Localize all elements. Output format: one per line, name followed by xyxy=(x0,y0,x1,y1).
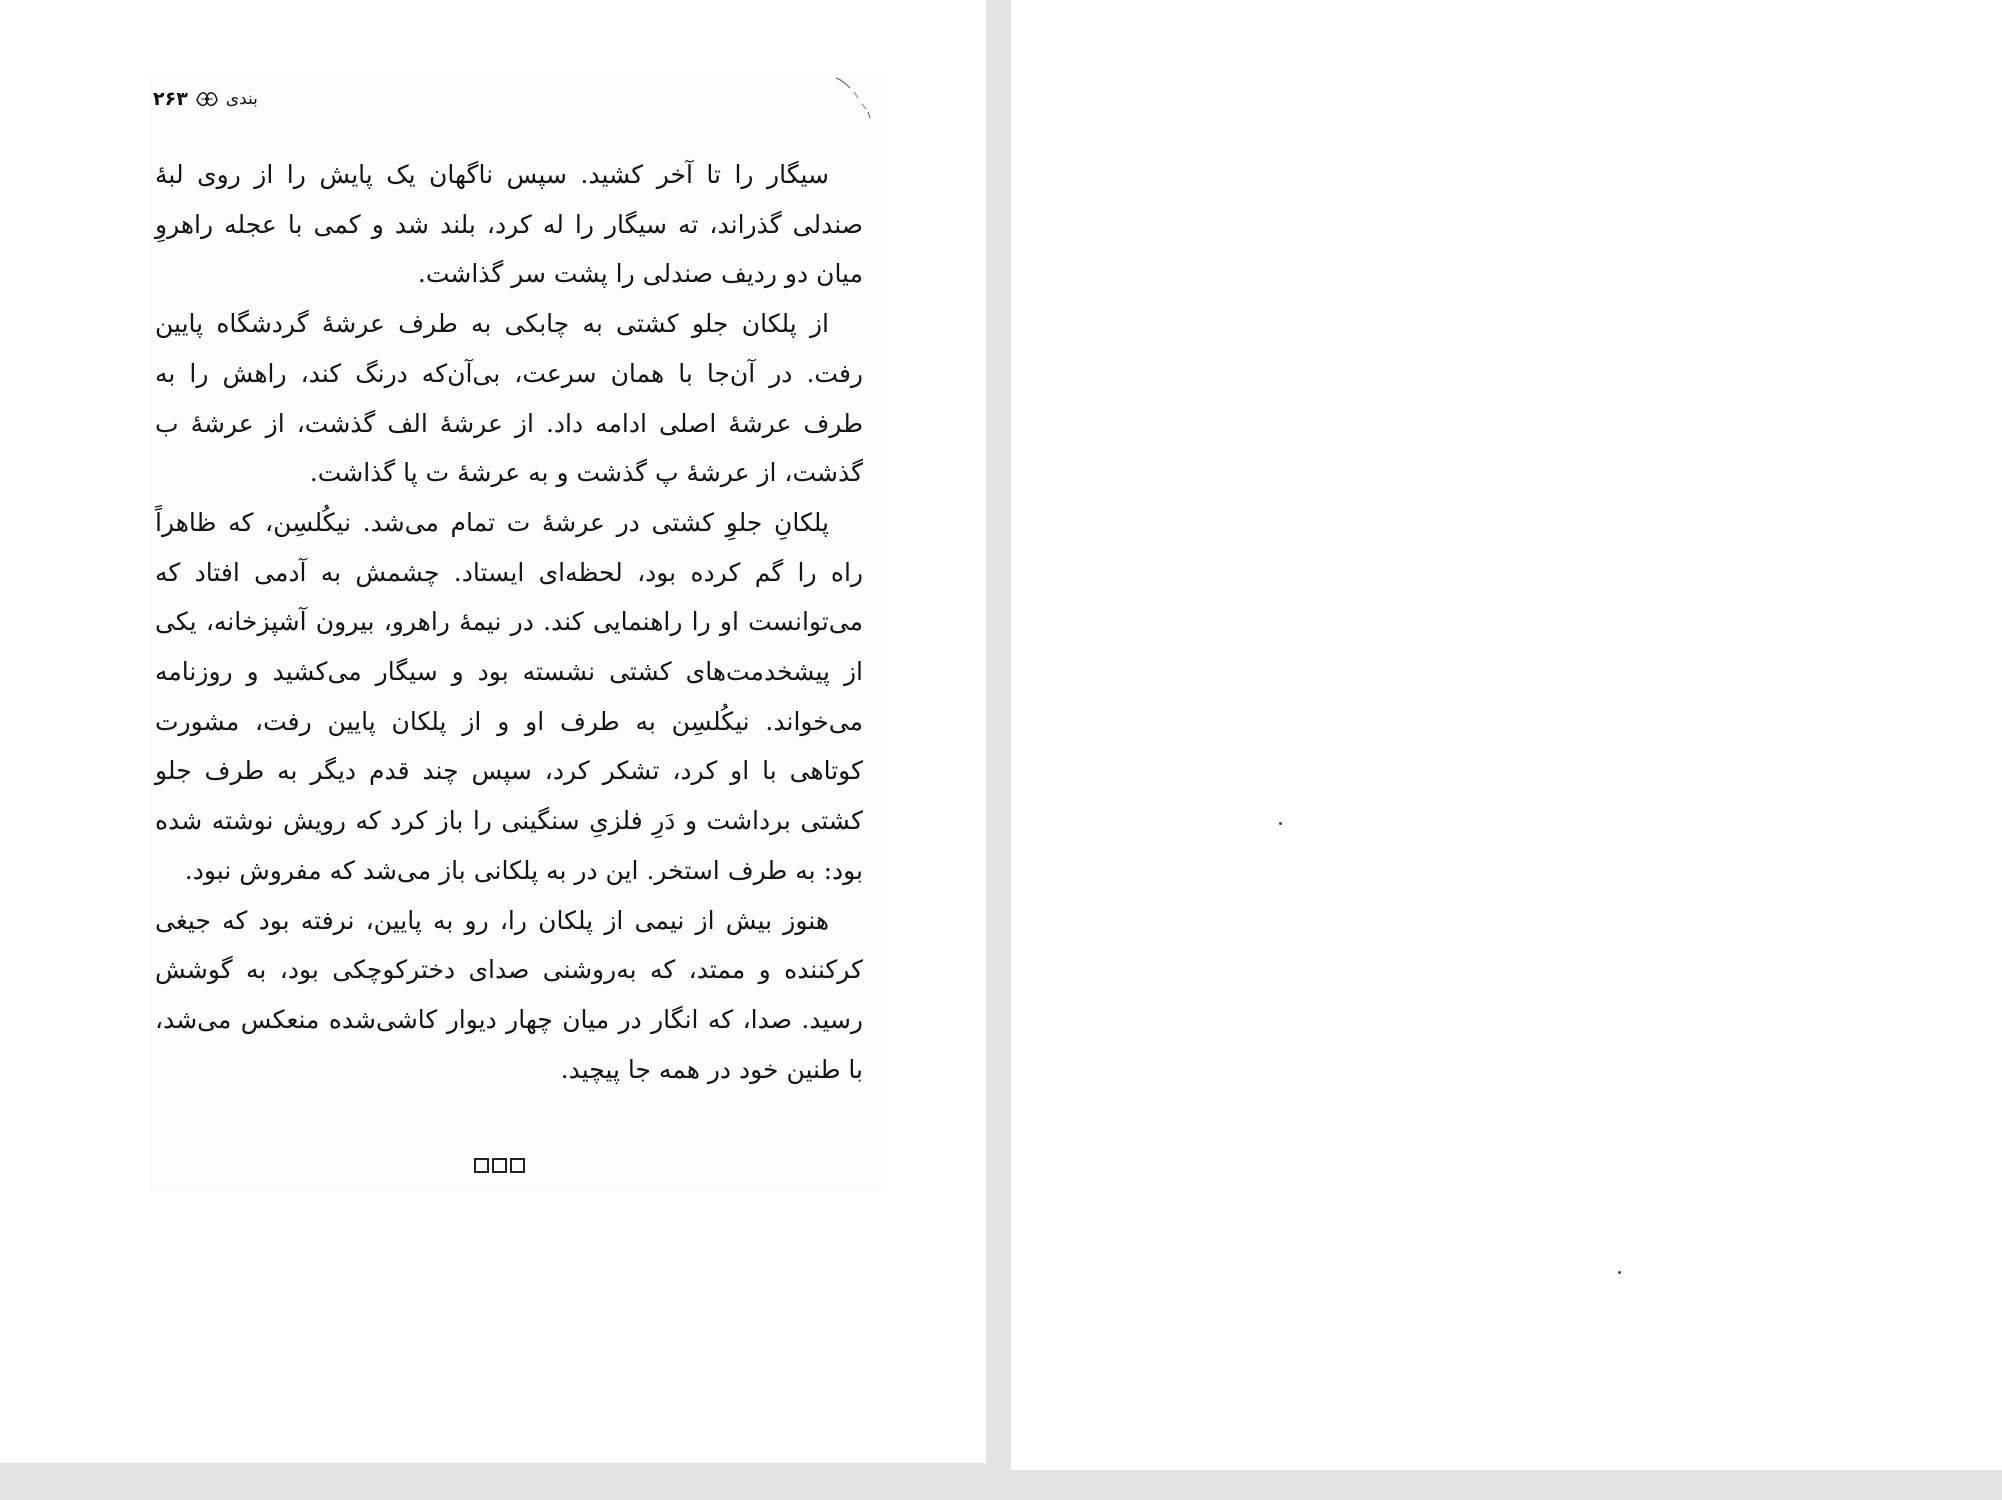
end-square-icon xyxy=(474,1158,489,1173)
dust-speck xyxy=(1279,822,1282,825)
left-page xyxy=(0,0,986,1463)
paragraph: پلکانِ جلوِ کشتی در عرشهٔ ت تمام می‌شد. نیکُلسِن، که ظاهراً راه را گم کرده بود، لحظه‌ای ایستاد. چشمش به آدمی افتاد که می‌توانست او را راهنمایی کند. در نیمهٔ راهرو، بیرون آشپزخانه، یکی از پیشخدمت‌های کشتی نشسته بود و سیگار می‌کشید و روزنامه می‌خواند. نیکُلسِن به طرف او و از پلکان پایین رفت، مشورت کوتاهی با او کرد، تشکر کرد، سپس چند قدم دیگر به طرف جلو کشتی برداشت و دَرِ فلزیِ سنگینی را باز کرد که رویش نوشته شده بود: به طرف استخر. این در به پلکانی باز می‌شد که مفروش نبود. xyxy=(155,507,863,885)
running-head-title: بندی xyxy=(225,89,258,109)
body-text xyxy=(155,150,863,1094)
dust-speck xyxy=(1618,1271,1621,1274)
corner-scan-mark xyxy=(834,76,874,120)
running-head xyxy=(153,86,258,112)
paragraph: سیگار را تا آخر کشید. سپس ناگهان یک پایش را از روی لبهٔ صندلی گذراند، ته سیگار را له کرد، بلند شد و کمی با عجله راهروِ میان دو ردیف صندلی را پشت سر گذاشت. xyxy=(155,160,863,289)
end-square-icon xyxy=(510,1158,525,1173)
end-square-icon xyxy=(492,1158,507,1173)
page-number: ۲۶۳ xyxy=(153,88,188,110)
section-end-marks xyxy=(474,1158,525,1173)
paragraph: از پلکان جلو کشتی به چابکی به طرف عرشهٔ گردشگاه پایین رفت. در آن‌جا با همان سرعت، بی‌آن‌که درنگ کند، راهش را به طرف عرشهٔ اصلی ادامه داد. از عرشهٔ الف گذشت، از عرشهٔ ب گذشت، از عرشهٔ پ گذشت و به عرشهٔ ت پا گذاشت. xyxy=(155,309,863,488)
right-page xyxy=(1011,0,2002,1470)
ornament-icon xyxy=(194,88,220,110)
paragraph: هنوز بیش از نیمی از پلکان را، رو به پایین، نرفته بود که جیغی کرکننده و ممتد، که به‌روشنی صدای دخترکوچکی بود، به گوشش رسید. صدا، که انگار در میان چهار دیوار کاشی‌شده منعکس می‌شد، با طنین خود در همه جا پیچید. xyxy=(155,905,863,1084)
